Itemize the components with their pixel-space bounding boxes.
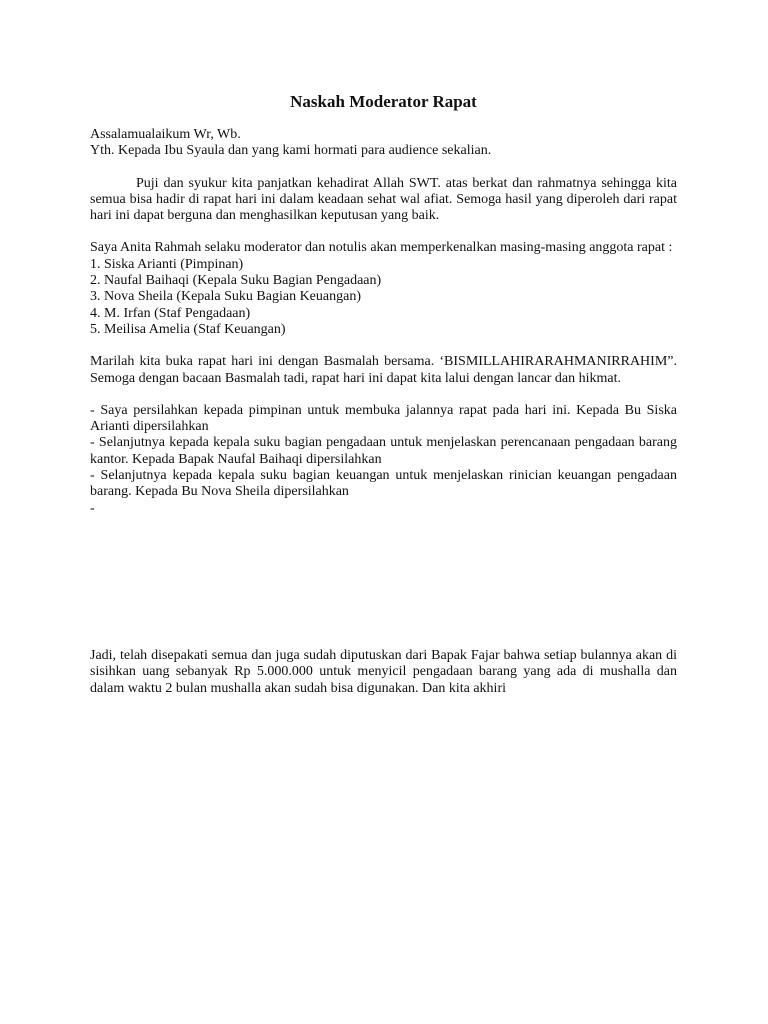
member-list	[90, 257, 677, 338]
member-item: 3. Nova Sheila (Kepala Suku Bagian Keuangan)	[90, 289, 361, 305]
agenda-item: - Selanjutnya kepada kepala suku bagian keuangan untuk menjelaskan rinician keuangan pengadaan barang. Kepada Bu Nova Sheila dipersilahkan	[90, 468, 677, 500]
agenda-item: - Saya persilahkan kepada pimpinan untuk membuka jalannya rapat pada hari ini. Kepada Bu Siska Arianti dipersilahkan	[90, 402, 677, 435]
members-intro: Saya Anita Rahmah selaku moderator dan notulis akan memperkenalkan masing-masing anggota rapat :	[90, 240, 673, 256]
agenda-item: -	[90, 500, 95, 516]
address-line: Yth. Kepada Ibu Syaula dan yang kami hormati para audience sekalian.	[90, 143, 492, 159]
document-page	[90, 92, 677, 697]
spacer	[90, 387, 677, 403]
member-item: 1. Siska Arianti (Pimpinan)	[90, 256, 244, 272]
spacer	[90, 224, 677, 240]
member-item: 2. Naufal Baihaqi (Kepala Suku Bagian Pengadaan)	[90, 273, 382, 289]
spacer	[90, 517, 677, 648]
opening-paragraph: Puji dan syukur kita panjatkan kehadirat Allah SWT. atas berkat dan rahmatnya sehingga kita semua bisa hadir di rapat hari ini dalam keadaan sehat wal afiat. Semoga hasil yang diperoleh dari rapat hari ini dapat berguna dan menghasilkan keputusan yang baik.	[90, 175, 677, 224]
basmalah-paragraph: Marilah kita buka rapat hari ini dengan Basmalah bersama. ‘BISMILLAHIRARAHMANIRRAHIM”. Semoga dengan bacaan Basmalah tadi, rapat hari ini dapat kita lalui dengan lancar dan hikmat.	[90, 354, 677, 386]
member-item: 5. Meilisa Amelia (Staf Keuangan)	[90, 321, 286, 337]
spacer	[90, 338, 677, 354]
member-item: 4. M. Irfan (Staf Pengadaan)	[90, 305, 251, 321]
document-title: Naskah Moderator Rapat	[290, 92, 477, 111]
closing-paragraph: Jadi, telah disepakati semua dan juga sudah diputuskan dari Bapak Fajar bahwa setiap bulannya akan di sisihkan uang sebanyak Rp 5.000.000 untuk menyicil pengadaan barang yang ada di mushalla dan dalam waktu 2 bulan mushalla akan sudah bisa digunakan. Dan kita akhiri	[90, 647, 677, 696]
spacer	[90, 160, 677, 176]
agenda-item: - Selanjutnya kepada kepala suku bagian pengadaan untuk menjelaskan perencanaan pengadaan barang kantor. Kepada Bapak Naufal Baihaqi dipersilahkan	[90, 435, 677, 467]
greeting-line: Assalamualaikum Wr, Wb.	[90, 127, 241, 142]
